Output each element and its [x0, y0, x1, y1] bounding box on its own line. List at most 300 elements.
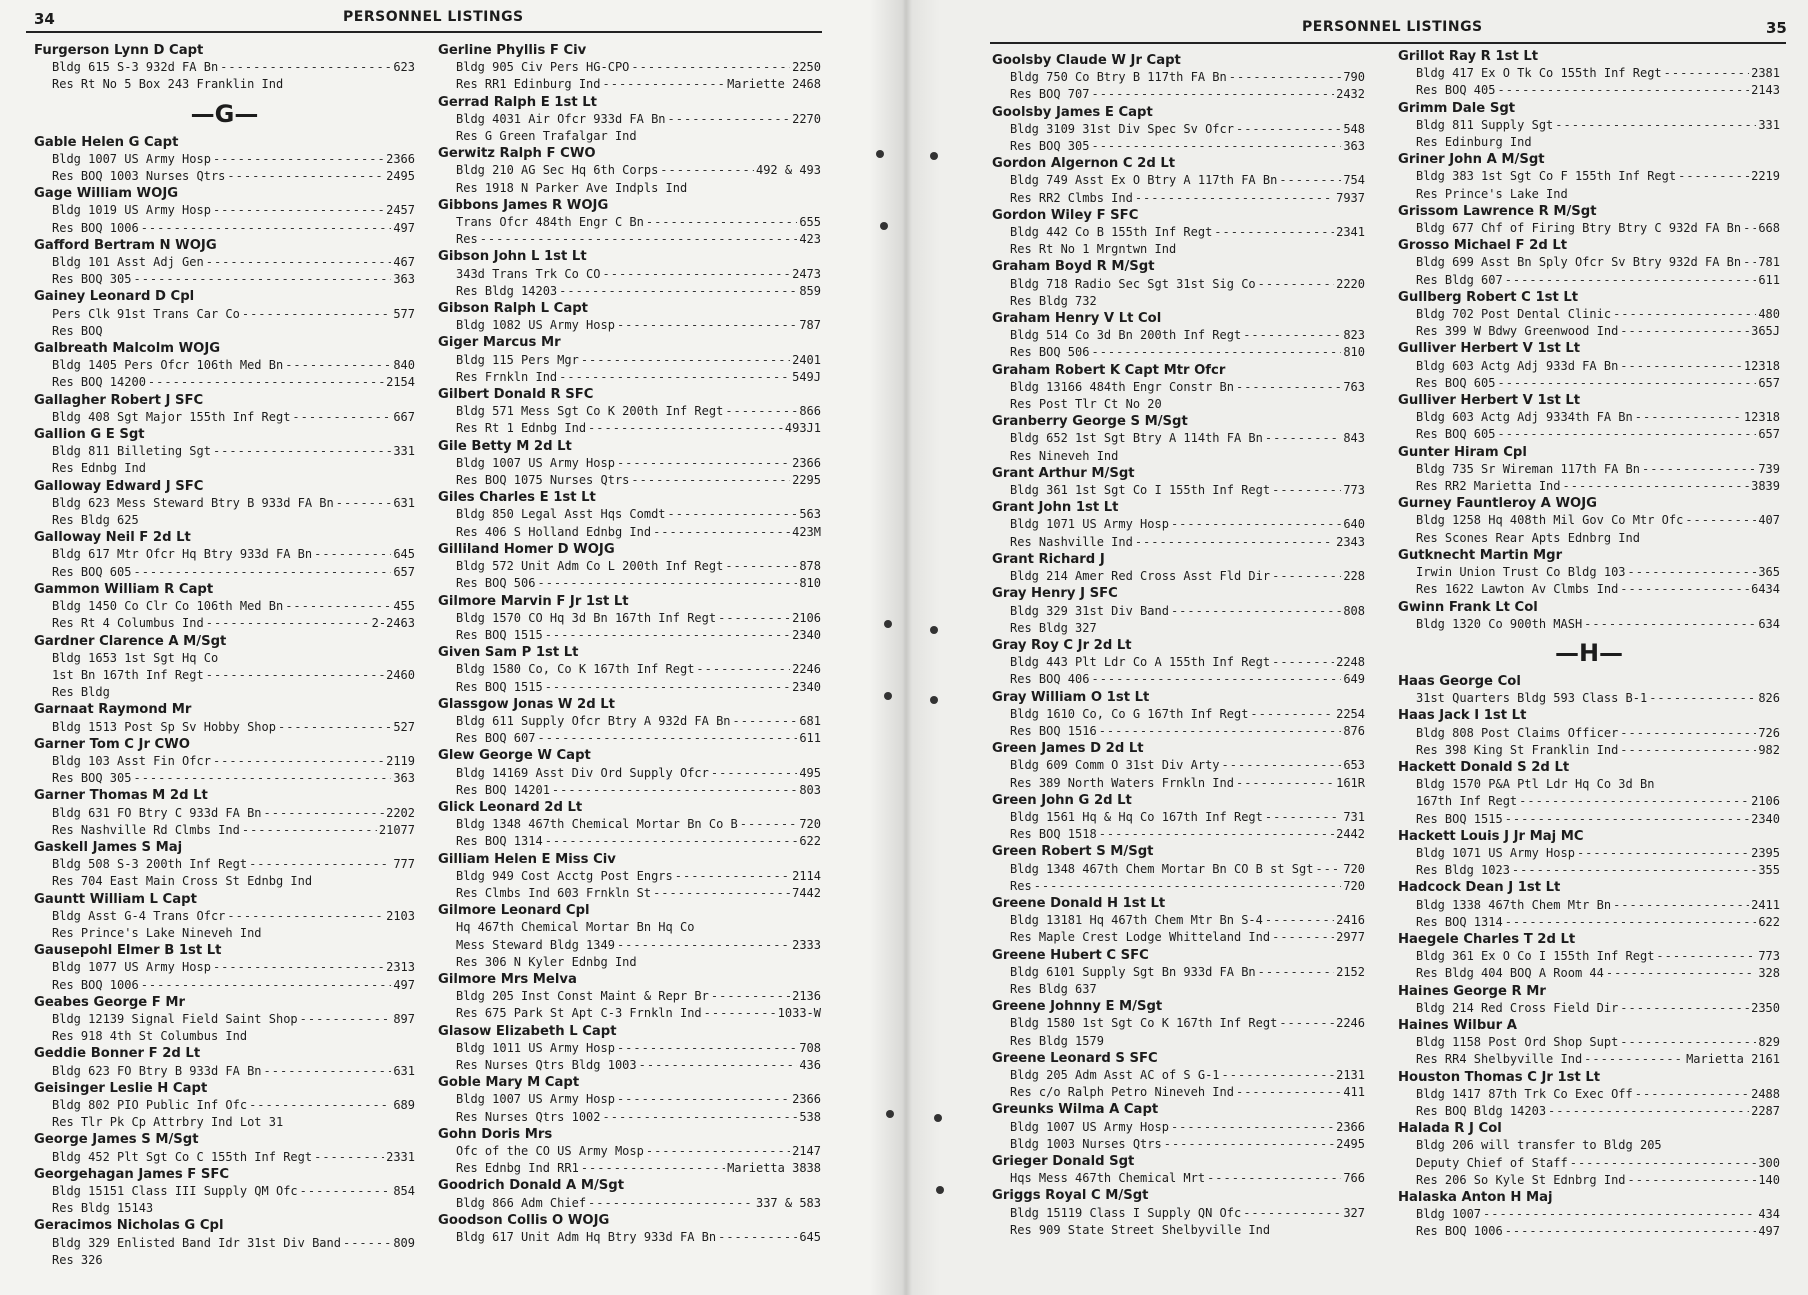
listing-line	[34, 1252, 415, 1269]
dot-leader	[292, 409, 391, 426]
location-text: Res RR4 Shelbyville Ind	[1416, 1052, 1583, 1067]
dot-leader	[1620, 1034, 1756, 1051]
location-text: Res Scones Rear Apts Ednbrg Ind	[1416, 530, 1640, 545]
listing-line	[438, 283, 821, 300]
person-name: Gohn Doris Mrs	[438, 1126, 553, 1142]
listing-line	[438, 403, 821, 420]
person-name: Greene Hubert C SFC	[992, 947, 1149, 963]
listing-line	[992, 1170, 1365, 1187]
listing-line	[1398, 914, 1780, 931]
dot-leader	[227, 168, 384, 185]
dot-leader	[242, 306, 391, 323]
person-name: Haas George Col	[1398, 673, 1521, 689]
phone-number: 645	[799, 1230, 821, 1245]
location-text: Res Bldg 637	[1010, 981, 1097, 996]
dot-leader	[1214, 224, 1334, 241]
location-text: Res BOQ 14200	[52, 375, 146, 390]
location-text: Bldg 572 Unit Adm Co L 200th Inf Regt	[456, 559, 724, 574]
phone-number: 300	[1758, 1155, 1780, 1170]
location-text: Bldg 101 Asst Adj Gen	[52, 255, 204, 270]
listing-line	[1398, 897, 1780, 914]
phone-number: 497	[393, 977, 415, 992]
dot-leader	[1635, 409, 1742, 426]
listing-entry	[1398, 931, 1780, 983]
location-text: Bldg 1071 US Army Hosp	[1010, 517, 1169, 532]
dot-leader	[1613, 306, 1756, 323]
person-name: Houston Thomas C Jr 1st Lt	[1398, 1069, 1601, 1085]
location-text: Bldg 1610 Co, Co G 167th Inf Regt	[1010, 706, 1249, 721]
location-text: Res BOQ 406	[1010, 672, 1090, 687]
listing-line	[438, 610, 821, 627]
location-text: Bldg 702 Post Dental Clinic	[1416, 307, 1612, 322]
phone-number: 2219	[1751, 169, 1780, 184]
listing-entry	[992, 52, 1365, 104]
listing-line	[34, 1011, 415, 1028]
listing-entry	[992, 1050, 1365, 1102]
listing-line	[438, 472, 821, 489]
listing-line	[438, 988, 821, 1005]
location-text: Res G Green Trafalgar Ind	[456, 129, 637, 144]
listing-entry	[1398, 983, 1780, 1017]
location-text: Hqs Mess 467th Chemical Mrt	[1010, 1171, 1206, 1186]
dot-leader	[1135, 534, 1334, 551]
listing-line	[34, 1183, 415, 1200]
listing-line	[1398, 1206, 1780, 1223]
phone-number: 2350	[1751, 1000, 1780, 1015]
location-text: Bldg 615 S-3 932d FA Bn	[52, 60, 219, 75]
listing-line	[1398, 65, 1780, 82]
left-header-rule	[26, 31, 822, 33]
location-text: Res BOQ 1314	[456, 834, 543, 849]
phone-number: 2340	[792, 627, 821, 642]
dot-leader	[133, 564, 391, 581]
phone-number: 2488	[1751, 1086, 1780, 1101]
dot-leader	[1250, 706, 1334, 723]
phone-number: 2333	[792, 937, 821, 952]
location-text: Bldg 750 Co Btry B 117th FA Bn	[1010, 70, 1227, 85]
phone-number: 876	[1343, 723, 1365, 738]
phone-number: 2977	[1336, 930, 1365, 945]
listing-line	[1398, 1155, 1780, 1172]
person-name: Gutknecht Martin Mgr	[1398, 547, 1563, 563]
dot-leader	[1620, 725, 1756, 742]
location-text: Res BOQ 1518	[1010, 827, 1097, 842]
person-name: Grant John 1st Lt	[992, 500, 1119, 516]
location-text: Bldg 749 Asst Ex O Btry A 117th FA Bn	[1010, 173, 1278, 188]
listing-line	[1398, 512, 1780, 529]
dot-leader	[1091, 86, 1334, 103]
location-text: Bldg 1561 Hq & Hq Co 167th Inf Regt	[1010, 809, 1263, 824]
location-text: Res Bldg 14203	[456, 283, 558, 298]
listing-line	[34, 271, 415, 288]
listing-entry	[438, 799, 821, 851]
person-name: Gausepohl Elmer B 1st Lt	[34, 943, 222, 959]
listing-entry	[34, 1045, 415, 1079]
phone-number: 787	[799, 318, 821, 333]
listing-line	[992, 1222, 1365, 1239]
phone-number: 327	[1343, 1205, 1365, 1220]
person-name: Gulliver Herbert V 1st Lt	[1398, 341, 1581, 357]
listing-line	[992, 603, 1365, 620]
dot-leader	[213, 753, 384, 770]
phone-number: 2246	[792, 662, 821, 677]
person-name: Gray William O 1st Lt	[992, 689, 1150, 705]
person-name: Gauntt William L Capt	[34, 891, 197, 907]
dot-leader	[537, 575, 797, 592]
phone-number: 720	[799, 817, 821, 832]
dot-leader	[213, 202, 384, 219]
person-name: Garner Tom C Jr CWO	[34, 736, 190, 752]
listing-line	[438, 317, 821, 334]
listing-line	[992, 1015, 1365, 1032]
dot-leader	[718, 1229, 797, 1246]
location-text: Res RR2 Marietta Ind	[1416, 479, 1561, 494]
listing-line	[1398, 134, 1780, 151]
phone-number: 423	[799, 232, 821, 247]
person-name: Geabes George F Mr	[34, 994, 186, 1010]
listing-line	[34, 1149, 415, 1166]
phone-number: 527	[393, 719, 415, 734]
phone-number: 808	[1343, 603, 1365, 618]
phone-number: 2457	[386, 203, 415, 218]
location-text: Bldg 1007 US Army Hosp	[456, 1092, 615, 1107]
dot-leader	[646, 214, 797, 231]
phone-number: 2395	[1751, 845, 1780, 860]
listing-line	[438, 627, 821, 644]
location-text: Res BOQ 607	[456, 731, 536, 746]
phone-number: 436	[799, 1057, 821, 1072]
listing-entry	[34, 891, 415, 943]
location-text: Bldg 571 Mess Sgt Co K 200th Inf Regt	[456, 404, 724, 419]
dot-leader	[1272, 929, 1334, 946]
person-name: Gray Roy C Jr 2d Lt	[992, 637, 1132, 653]
person-name: Haines Wilbur A	[1398, 1017, 1517, 1033]
listing-entry	[34, 1080, 415, 1132]
dot-leader	[1649, 690, 1756, 707]
dot-leader	[213, 959, 384, 976]
phone-number: 2287	[1751, 1103, 1780, 1118]
listing-entry	[34, 1131, 415, 1165]
listing-entry	[992, 465, 1365, 499]
listing-entry	[438, 300, 821, 334]
location-text: Irwin Union Trust Co Bldg 103	[1416, 565, 1626, 580]
dot-leader	[1497, 82, 1749, 99]
location-text: Res Nashville Rd Clmbs Ind	[52, 822, 240, 837]
listing-line	[1398, 1034, 1780, 1051]
listing-line	[438, 180, 821, 197]
phone-number: 455	[393, 599, 415, 614]
listing-entry	[34, 426, 415, 478]
location-text: Res BOQ 1006	[52, 977, 139, 992]
person-name: Hackett Donald S 2d Lt	[1398, 759, 1570, 775]
location-text: Bldg 3109 31st Div Spec Sv Ofcr	[1010, 121, 1234, 136]
phone-number: 2152	[1336, 964, 1365, 979]
location-text: Bldg 1570 CO Hq 3d Bn 167th Inf Regt	[456, 610, 717, 625]
dot-leader	[1628, 564, 1757, 581]
location-text: Bldg 508 S-3 200th Inf Regt	[52, 857, 248, 872]
listing-line	[34, 443, 415, 460]
location-text: Bldg 361 Ex O Co I 155th Inf Regt	[1416, 949, 1655, 964]
listing-line	[992, 1205, 1365, 1222]
person-name: Granberry George S M/Sgt	[992, 414, 1188, 430]
location-text: Res 1918 N Parker Ave Indpls Ind	[456, 180, 688, 195]
dot-leader	[1265, 912, 1334, 929]
listing-line	[34, 202, 415, 219]
listing-entry	[34, 787, 415, 839]
person-name: Gilbert Donald R SFC	[438, 387, 594, 403]
person-name: Gafford Bertram N WOJG	[34, 237, 217, 253]
dot-leader	[1272, 568, 1341, 585]
listing-line	[992, 448, 1365, 465]
person-name: Gallagher Robert J SFC	[34, 392, 204, 408]
person-name: Geracimos Nicholas G Cpl	[34, 1218, 224, 1234]
location-text: Res Bldg 1023	[1416, 863, 1510, 878]
phone-number: 2119	[386, 753, 415, 768]
listing-line	[1398, 117, 1780, 134]
listing-entry	[992, 310, 1365, 362]
location-text: Bldg 214 Red Cross Field Dir	[1416, 1000, 1619, 1015]
location-text: Bldg 603 Actg Adj 9334th FA Bn	[1416, 410, 1633, 425]
listing-line	[34, 684, 415, 701]
listing-line	[438, 59, 821, 76]
listing-line	[1398, 1103, 1780, 1120]
phone-number: 655	[799, 215, 821, 230]
person-name: Gilliland Homer D WOJG	[438, 541, 615, 557]
location-text: Res 306 N Kyler Ednbg Ind	[456, 954, 637, 969]
location-text: Res Bldg 625	[52, 513, 139, 528]
binding-hole	[930, 696, 938, 704]
person-name: Haines George R Mr	[1398, 983, 1546, 999]
location-text: Res BOQ	[52, 323, 103, 338]
listing-entry	[34, 1166, 415, 1218]
dot-leader	[1620, 581, 1749, 598]
listing-line	[992, 121, 1365, 138]
dot-leader	[1279, 172, 1341, 189]
phone-number: 777	[393, 857, 415, 872]
listing-entry	[438, 644, 821, 696]
dot-leader	[1497, 375, 1756, 392]
listing-line	[438, 816, 821, 833]
listing-line	[992, 981, 1365, 998]
dot-leader	[1505, 272, 1757, 289]
dot-leader	[733, 713, 798, 730]
listing-line	[34, 306, 415, 323]
location-text: Bldg 1450 Co Clr Co 106th Med Bn	[52, 599, 284, 614]
person-name: Grillot Ray R 1st Lt	[1398, 49, 1539, 64]
listing-line	[438, 730, 821, 747]
phone-number: 1033-W	[777, 1006, 821, 1021]
dot-leader	[631, 472, 790, 489]
listing-line	[438, 679, 821, 696]
person-name: Goodson Collis O WOJG	[438, 1212, 610, 1228]
person-name: Goolsby James E Capt	[992, 104, 1153, 120]
location-text: Bldg 623 Mess Steward Btry B 933d FA Bn	[52, 495, 334, 510]
listing-line	[992, 1033, 1365, 1050]
listing-line	[1398, 948, 1780, 965]
phone-number: 622	[1758, 914, 1780, 929]
listing-line	[1398, 965, 1780, 982]
phone-number: 766	[1343, 1171, 1365, 1186]
phone-number: 657	[1758, 427, 1780, 442]
listing-line	[34, 822, 415, 839]
phone-number: 773	[1758, 949, 1780, 964]
dot-leader	[1207, 1170, 1341, 1187]
dot-leader	[718, 610, 790, 627]
phone-number: 2432	[1336, 87, 1365, 102]
location-text: Res 675 Park St Apt C-3 Frnkln Ind	[456, 1006, 702, 1021]
listing-line	[438, 954, 821, 971]
person-name: Glasow Elizabeth L Capt	[438, 1023, 617, 1039]
dot-leader	[1229, 69, 1342, 86]
dot-leader	[1272, 654, 1334, 671]
location-text: Res BOQ 305	[52, 272, 132, 287]
dot-leader	[668, 506, 798, 523]
phone-number: 2248	[1336, 655, 1365, 670]
listing-entry	[992, 1101, 1365, 1153]
listing-entry	[438, 438, 821, 490]
dot-leader	[1519, 793, 1749, 810]
listing-line	[992, 430, 1365, 447]
listing-line	[34, 925, 415, 942]
dot-leader	[617, 937, 790, 954]
dot-leader	[141, 977, 392, 994]
dot-leader	[675, 868, 790, 885]
dot-leader	[264, 1063, 392, 1080]
location-text: Bldg 850 Legal Asst Hqs Comdt	[456, 507, 666, 522]
phone-number: 2106	[792, 610, 821, 625]
person-name: Giles Charles E 1st Lt	[438, 490, 596, 506]
phone-number: 2250	[792, 60, 821, 75]
phone-number: 2495	[1336, 1136, 1365, 1151]
listing-line	[438, 558, 821, 575]
listing-line	[992, 86, 1365, 103]
dot-leader	[206, 615, 370, 632]
person-name: Graham Boyd R M/Sgt	[992, 259, 1155, 275]
book-gutter	[870, 0, 940, 1295]
dot-leader	[264, 805, 385, 822]
location-text: Bldg 866 Adm Chief	[456, 1195, 587, 1210]
dot-leader	[220, 59, 391, 76]
listing-entry	[992, 413, 1365, 465]
listing-line	[438, 919, 821, 936]
location-text: Pers Clk 91st Trans Car Co	[52, 306, 240, 321]
location-text: Bldg 1007	[1416, 1207, 1482, 1222]
dot-leader	[249, 1097, 391, 1114]
location-text: Bldg 1320 Co 900th MASH	[1416, 616, 1583, 631]
phone-number: 823	[1343, 328, 1365, 343]
location-text: Res Bldg	[52, 685, 110, 700]
person-name: Green James D 2d Lt	[992, 741, 1144, 757]
listing-entry	[438, 145, 821, 197]
listing-entry	[438, 489, 821, 541]
phone-number: 2340	[1751, 811, 1780, 826]
listing-entry	[992, 792, 1365, 844]
person-name: Gibson Ralph L Capt	[438, 301, 588, 317]
listing-entry	[34, 288, 415, 340]
listing-line	[34, 254, 415, 271]
listing-line	[34, 409, 415, 426]
right-column-1	[992, 52, 1365, 1239]
phone-number: 2220	[1336, 276, 1365, 291]
listing-line	[992, 826, 1365, 843]
person-name: Greene Donald H 1st Lt	[992, 895, 1166, 911]
dot-leader	[1497, 426, 1756, 443]
listing-entry	[1398, 707, 1780, 759]
phone-number: 161R	[1336, 775, 1365, 790]
person-name: Gordon Algernon C 2d Lt	[992, 156, 1176, 172]
person-name: Giger Marcus Mr	[438, 335, 561, 351]
dot-leader	[1606, 965, 1756, 982]
binding-hole	[876, 150, 884, 158]
listing-line	[1398, 1086, 1780, 1103]
dot-leader	[1135, 190, 1334, 207]
listing-line	[992, 912, 1365, 929]
phone-number: Mariette 2468	[727, 77, 821, 92]
listing-entry	[34, 581, 415, 633]
listing-line	[992, 706, 1365, 723]
person-name: Hackett Louis J Jr Maj MC	[1398, 828, 1584, 844]
dot-leader	[1222, 1067, 1335, 1084]
location-text: Bldg 1513 Post Sp Sv Hobby Shop	[52, 719, 276, 734]
binding-hole	[930, 152, 938, 160]
person-name: Greene Johnny E M/Sgt	[992, 999, 1163, 1015]
person-name: Gerline Phyllis F Civ	[438, 43, 587, 58]
listing-line	[992, 1136, 1365, 1153]
person-name: Glew George W Capt	[438, 748, 591, 764]
person-name: Gile Betty M 2d Lt	[438, 438, 572, 454]
location-text: Res Frnkln Ind	[456, 369, 558, 384]
listing-entry	[438, 334, 821, 386]
person-name: George James S M/Sgt	[34, 1132, 199, 1148]
location-text: Bldg 1071 US Army Hosp	[1416, 845, 1575, 860]
dot-leader	[588, 1195, 754, 1212]
listing-entry	[1398, 547, 1780, 599]
listing-entry	[992, 637, 1365, 689]
listing-line	[34, 59, 415, 76]
phone-number: 840	[393, 358, 415, 373]
listing-entry	[992, 499, 1365, 551]
phone-number: Marietta 3838	[727, 1161, 821, 1176]
location-text: Bldg 210 AG Sec Hq 6th Corps	[456, 163, 659, 178]
phone-number: 2341	[1336, 225, 1365, 240]
person-name: Garnaat Raymond Mr	[34, 702, 192, 718]
location-text: Bldg Asst G-4 Trans Ofcr	[52, 908, 226, 923]
location-text: Res BOQ 14201	[456, 782, 550, 797]
listing-line	[1398, 811, 1780, 828]
location-text: Bldg 1003 Nurses Qtrs	[1010, 1136, 1162, 1151]
phone-number: 12318	[1743, 358, 1780, 373]
listing-line	[34, 615, 415, 632]
phone-number: 708	[799, 1040, 821, 1055]
phone-number: 411	[1343, 1085, 1365, 1100]
dot-leader	[1243, 1205, 1341, 1222]
listing-line	[34, 512, 415, 529]
phone-number: 657	[1758, 375, 1780, 390]
phone-number: 328	[1758, 966, 1780, 981]
listing-entry	[1398, 340, 1780, 392]
phone-number: 720	[1343, 878, 1365, 893]
person-name: Gammon William R Capt	[34, 581, 214, 597]
person-name: Goodrich Donald A M/Sgt	[438, 1178, 625, 1194]
person-name: Graham Henry V Lt Col	[992, 311, 1162, 327]
phone-number: 2114	[792, 868, 821, 883]
listing-line	[992, 69, 1365, 86]
phone-number: 2331	[386, 1149, 415, 1164]
dot-leader	[133, 770, 391, 787]
location-text: Bldg 205 Inst Const Maint & Repr Br	[456, 989, 709, 1004]
listing-line	[34, 168, 415, 185]
location-text: Res BOQ 1006	[52, 220, 139, 235]
